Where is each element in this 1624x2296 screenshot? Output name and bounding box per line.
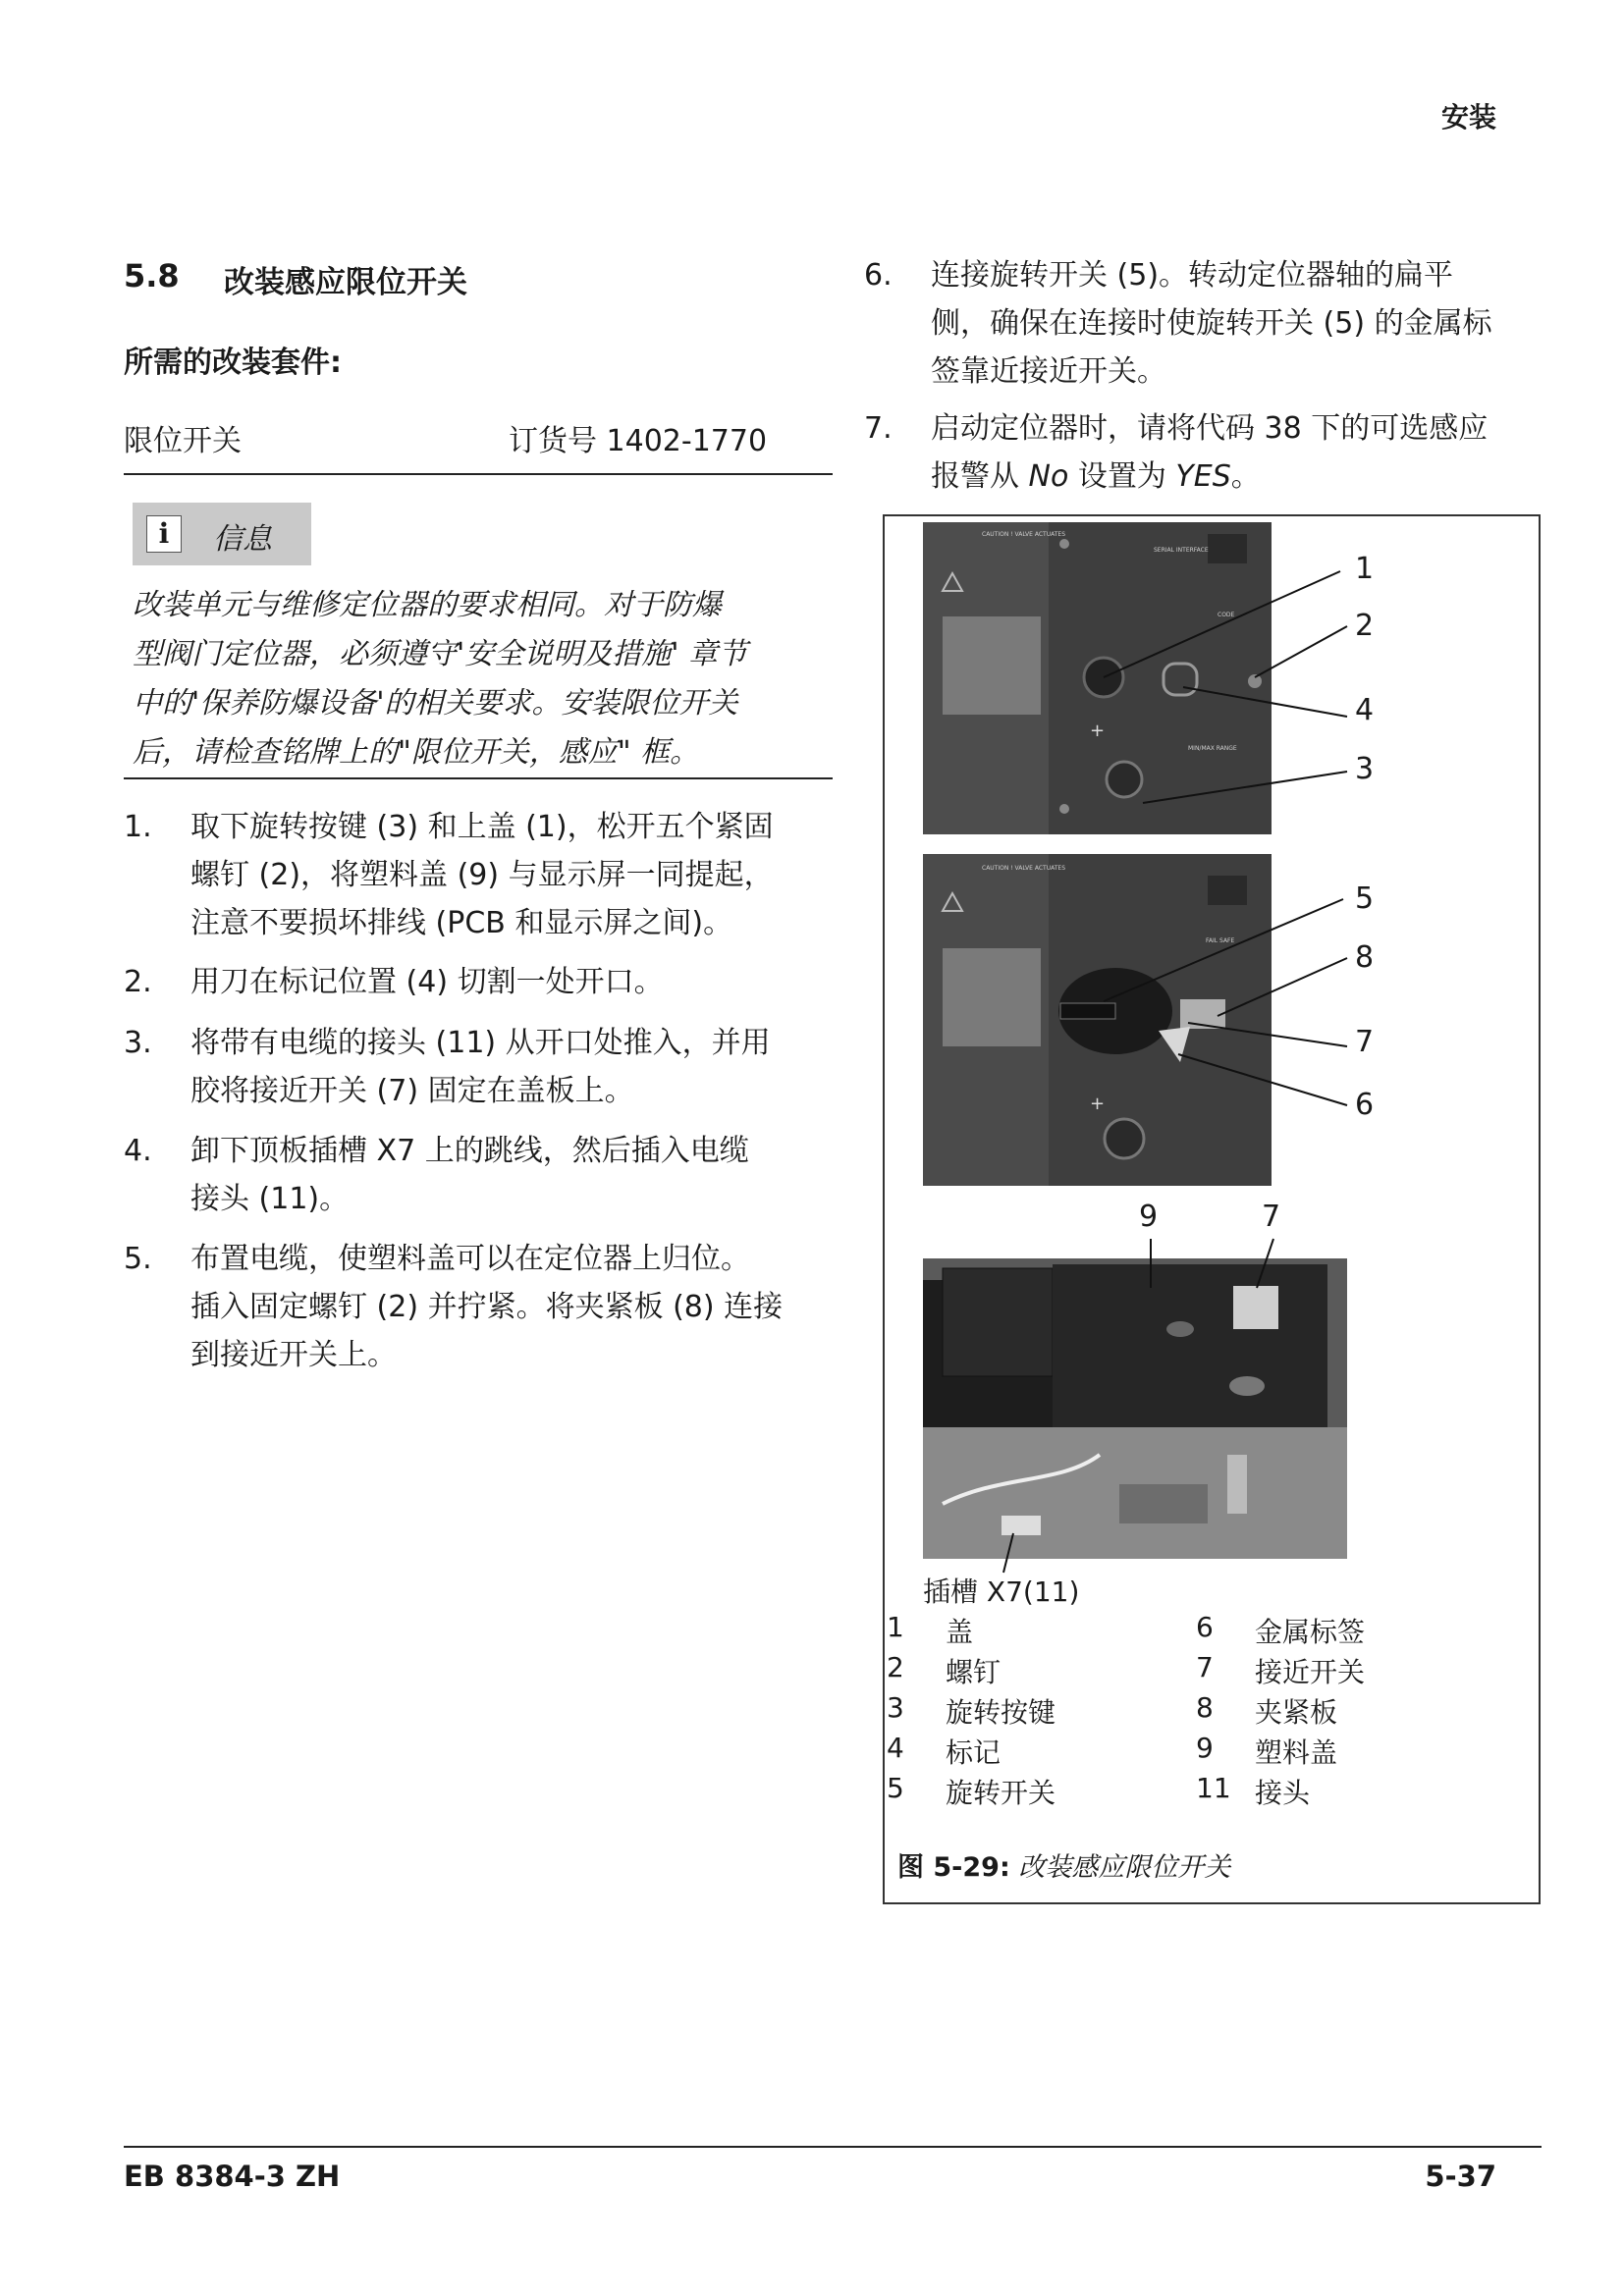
legend-num: 4 [887,1732,904,1764]
callout-line-8 [1218,958,1347,1016]
caution-label-2: CAUTION ! VALVE ACTUATES [982,865,1066,872]
step-line: 侧，确保在连接时使旋转开关 (5) 的金属标 [931,306,1492,341]
step-line: 启动定位器时，请将代码 38 下的可选感应 [931,411,1489,446]
svg-text:+: + [1090,1094,1106,1114]
caution-label: CAUTION ! VALVE ACTUATES [982,531,1066,538]
svg-text:+: + [1090,721,1106,741]
legend-text: 接近开关 [1255,1656,1366,1688]
callout-line-7 [1188,1023,1347,1046]
step-number: 5. [124,1242,152,1276]
caption-text: 改装感应限位开关 [1018,1852,1231,1883]
callout-1: 1 [1355,552,1375,586]
step-line: 布置电缆，使塑料盖可以在定位器上归位。 [190,1242,750,1276]
legend-num: 6 [1196,1611,1214,1643]
serial-label: SERIAL INTERFACE [1154,547,1209,554]
step-line: 插入固定螺钉 (2) 并拧紧。将夹紧板 (8) 连接 [190,1290,784,1324]
step-line: 连接旋转开关 (5)。转动定位器轴的扁平 [931,258,1454,293]
figure-caption [897,1845,1230,1884]
callout-line-5 [1104,899,1343,1001]
callout-line-7b [1257,1239,1273,1288]
info-line: 中的'保养防爆设备'的相关要求。安装限位开关 [133,686,738,721]
step-number: 2. [124,965,152,999]
value-yes: YES [1175,459,1231,494]
step-line: 胶将接近开关 (7) 固定在盖板上。 [190,1074,634,1108]
callout-6: 6 [1355,1088,1375,1122]
legend-num: 9 [1196,1732,1214,1764]
step-line: 用刀在标记位置 (4) 切割一处开口。 [190,965,664,999]
legend-num: 7 [1196,1651,1214,1683]
info-line: 改装单元与维修定位器的要求相同。对于防爆 [133,588,722,622]
tail-post: 。 [1230,459,1261,494]
step-line: 接头 (11)。 [190,1182,350,1216]
tail-mid: 设置为 [1068,459,1176,494]
tail-pre: 报警从 [931,459,1029,494]
value-no: No [1028,459,1069,494]
step-number: 6. [864,258,893,293]
section-title: 改装感应限位开关 [224,265,467,300]
kit-order-number: 订货号 1402-1770 [509,424,768,458]
callout-5: 5 [1355,881,1375,916]
kit-item-label: 限位开关 [124,424,242,458]
step-line: 签靠近接近开关。 [931,354,1166,389]
step-line: 取下旋转按键 (3) 和上盖 (1)，松开五个紧固 [190,810,774,844]
kit-heading: 所需的改装套件: [124,346,342,380]
legend-text: 标记 [946,1736,1001,1769]
callout-2: 2 [1355,609,1375,643]
cal-label: MIN/MAX RANGE [1188,745,1237,752]
callout-9: 9 [1139,1200,1159,1234]
legend-num: 8 [1196,1691,1214,1724]
info-icon: i [146,515,182,553]
callout-4: 4 [1355,693,1375,727]
callout-line-1 [1104,571,1340,677]
callout-line-4 [1183,687,1347,717]
legend-text: 接头 [1255,1777,1311,1809]
info-line: 型阀门定位器，必须遵守'安全说明及措施' 章节 [133,637,748,671]
step-line: 卸下顶板插槽 X7 上的跳线，然后插入电缆 [190,1134,749,1168]
step-number: 7. [864,411,893,446]
legend-text: 旋转按键 [946,1696,1056,1729]
callout-line-6 [1178,1054,1347,1105]
callout-7: 7 [1355,1025,1375,1059]
step-number: 3. [124,1026,152,1060]
info-line: 后，请检查铭牌上的"限位开关，感应" 框。 [133,735,700,770]
step-line: 螺钉 (2)，将塑料盖 (9) 与显示屏一同提起， [190,858,774,892]
slot-label: 插槽 X7(11) [923,1575,1080,1608]
step-line: 到接近开关上。 [190,1338,397,1372]
caption-label: 图 5-29: [897,1852,1010,1883]
fail-label: FAIL SAFE [1206,937,1235,944]
legend-num: 1 [887,1611,904,1643]
callout-8: 8 [1355,940,1375,975]
step-line: 将带有电缆的接头 (11) 从开口处推入，并用 [190,1026,771,1060]
callout-line-3 [1143,772,1347,803]
legend-num: 5 [887,1772,904,1804]
legend-text: 盖 [946,1616,974,1648]
callout-line-2 [1255,626,1347,677]
callout-3: 3 [1355,752,1375,786]
step-number: 1. [124,810,152,844]
step-line: 注意不要损坏排线 (PCB 和显示屏之间)。 [190,906,733,940]
page-number: 5-37 [1425,2160,1496,2193]
legend-text: 夹紧板 [1255,1696,1338,1729]
callout-7b: 7 [1262,1200,1281,1234]
legend-text: 塑料盖 [1255,1736,1338,1769]
legend-num: 11 [1196,1772,1231,1804]
legend-text: 旋转开关 [946,1777,1056,1809]
step-number: 4. [124,1134,152,1168]
callout-line-x7 [1003,1533,1013,1573]
legend-text: 螺钉 [946,1656,1001,1688]
section-number: 5.8 [124,257,180,294]
code-label: CODE [1218,612,1235,618]
legend-num: 3 [887,1691,904,1724]
legend-text: 金属标签 [1255,1616,1366,1648]
legend-num: 2 [887,1651,904,1683]
info-label: 信息 [213,522,272,557]
document-code: EB 8384-3 ZH [124,2160,341,2193]
footer-divider [124,2146,1542,2148]
running-header: 安装 [1440,101,1496,133]
